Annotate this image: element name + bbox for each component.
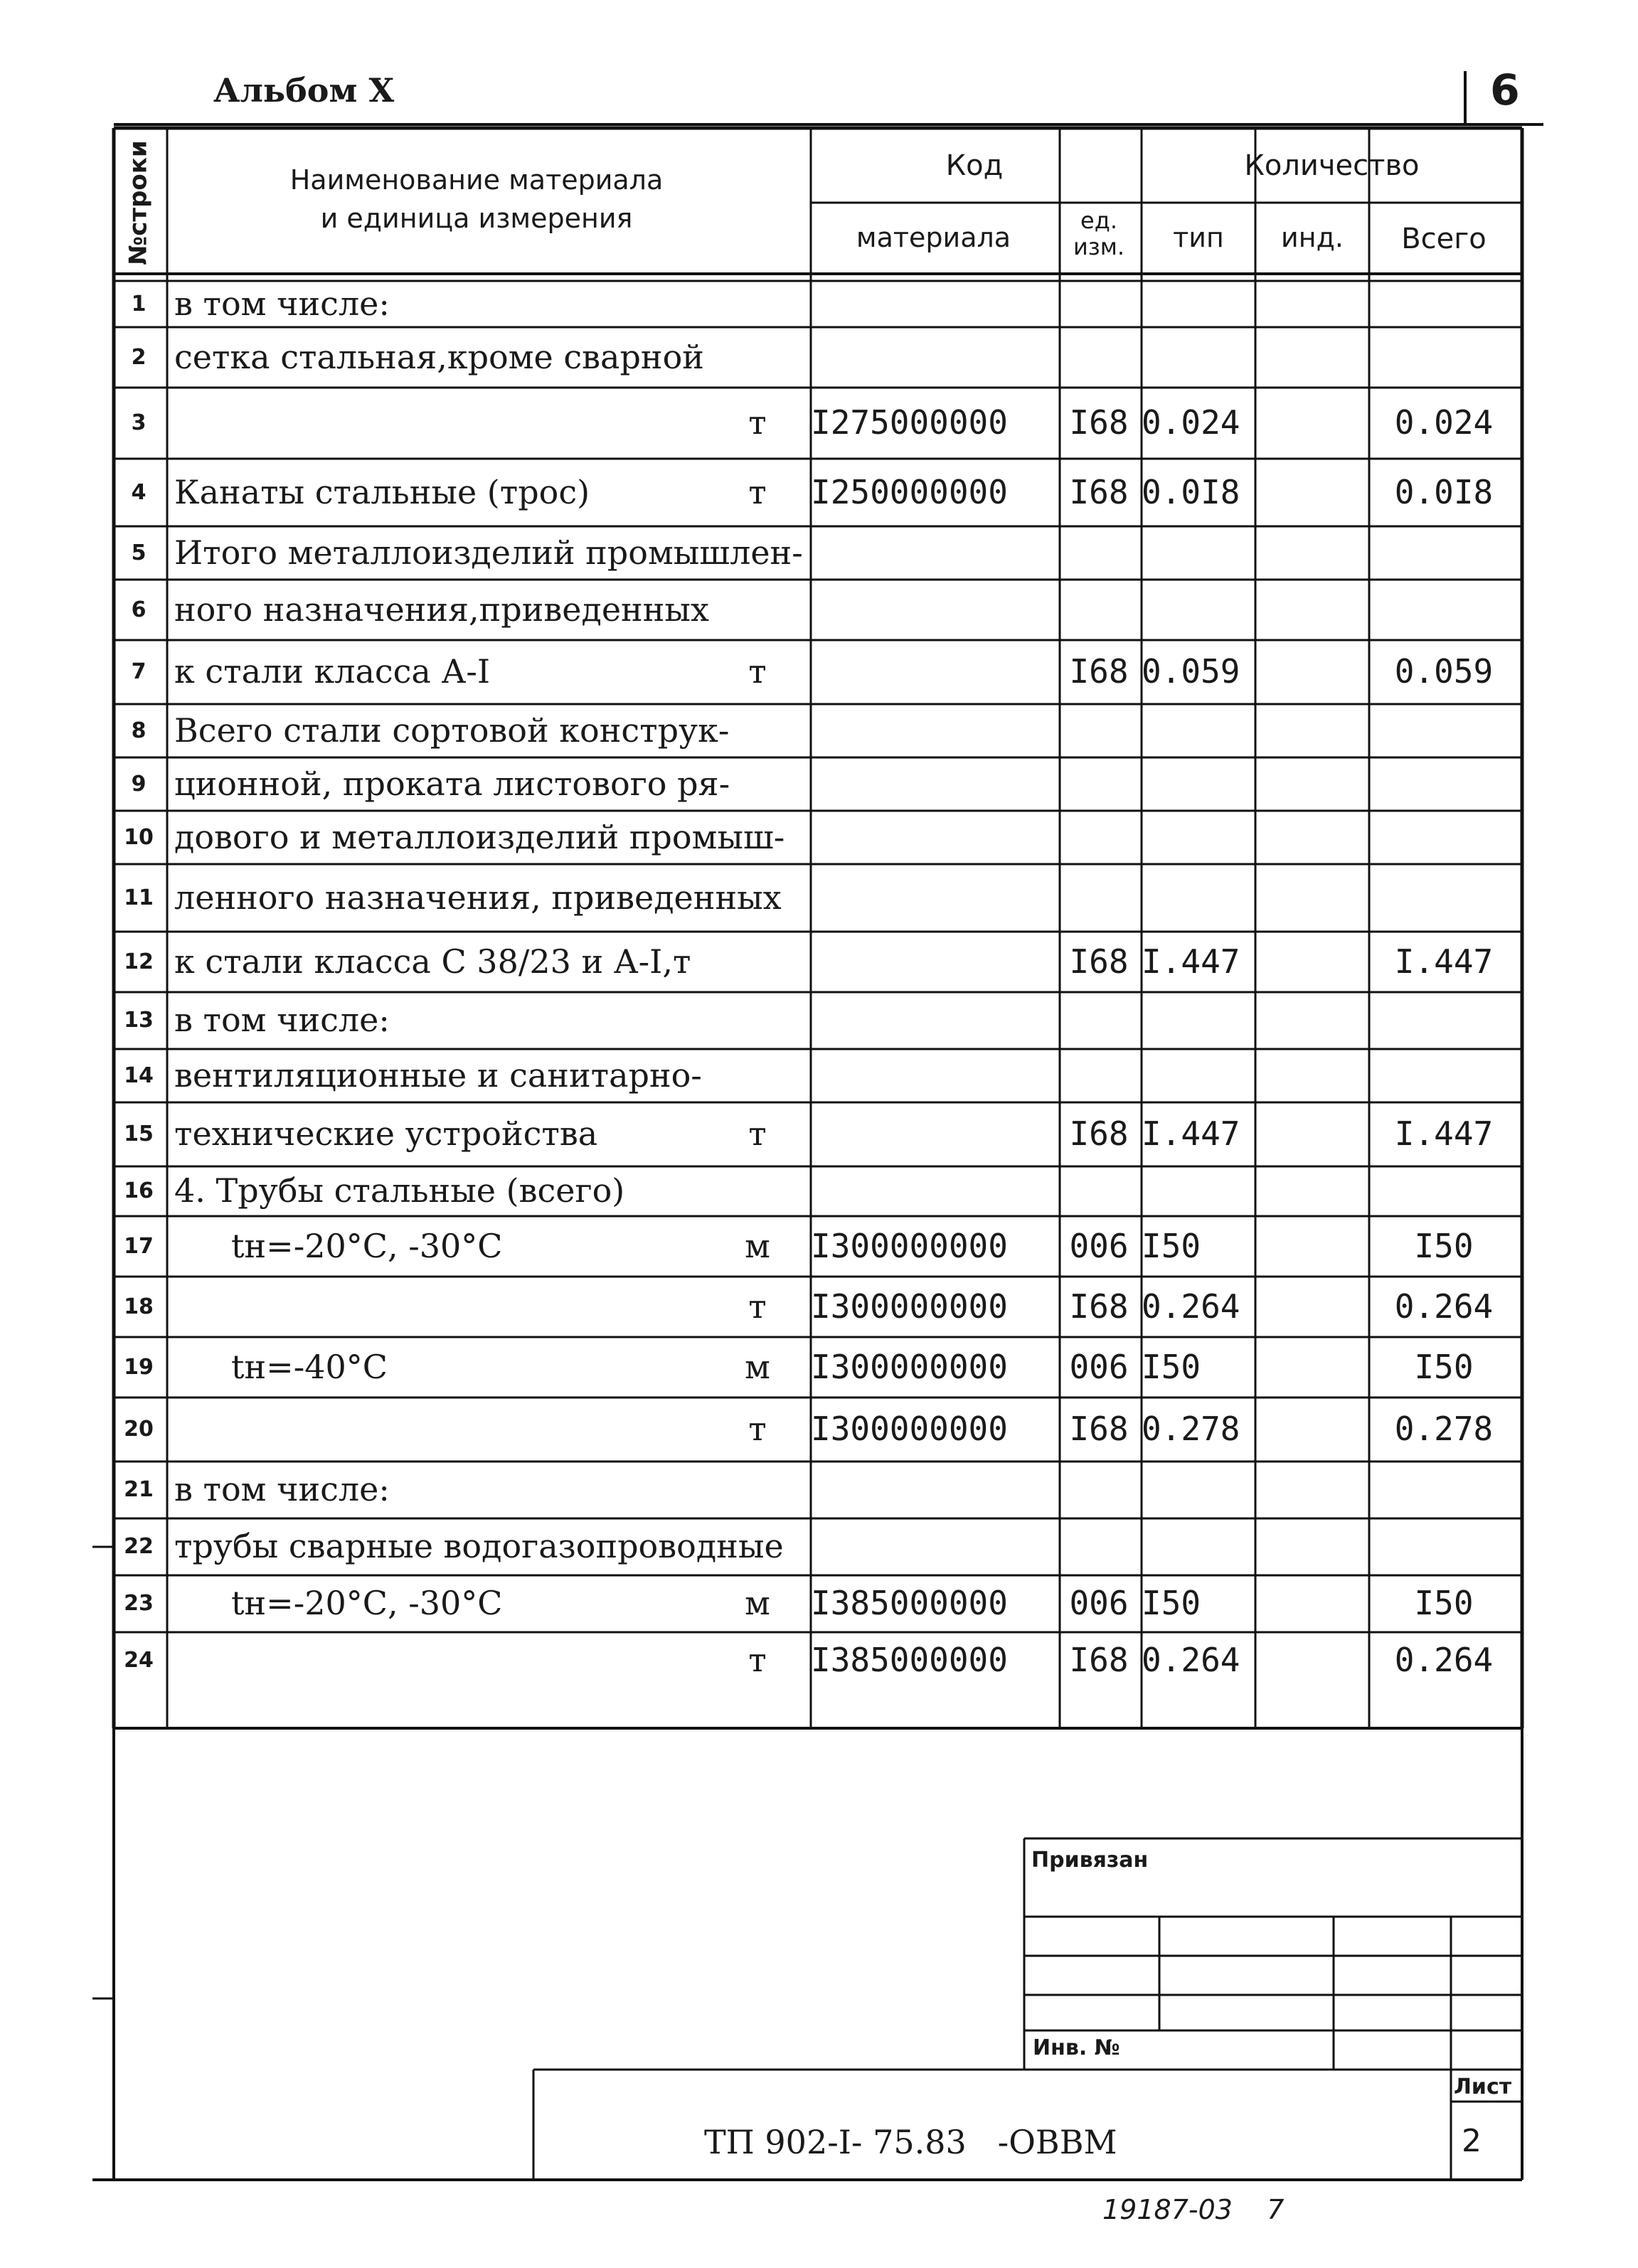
cell-u: м [745, 1347, 770, 1386]
cell-name: Итого металлоизделий промышлен- [174, 533, 803, 572]
stamp-sheet-number: 2 [1462, 2123, 1482, 2159]
cell-name: tн=-20°С, -30°С [231, 1226, 503, 1265]
header-quantity: Количество [1244, 149, 1420, 182]
cell-unit: 006 [1069, 1226, 1129, 1265]
cell-total: I50 [1414, 1226, 1474, 1265]
cell-u: т [748, 652, 767, 691]
cell-code: I300000000 [811, 1226, 1008, 1265]
cell-name: tн=-20°С, -30°С [231, 1584, 503, 1622]
cell-name: 4. Трубы стальные (всего) [174, 1171, 625, 1210]
cell-code: I250000000 [811, 472, 1008, 511]
cell-n: 5 [131, 540, 147, 565]
cell-name: к стали класса С 38/23 и А-I,т [174, 942, 691, 981]
cell-n: 21 [124, 1477, 154, 1502]
cell-type: 0.264 [1142, 1641, 1240, 1679]
cell-total: I50 [1414, 1584, 1474, 1622]
cell-code: I275000000 [811, 403, 1008, 442]
cell-total: 0.264 [1394, 1287, 1494, 1326]
cell-n: 3 [131, 410, 147, 435]
cell-name: технические устройства [174, 1114, 598, 1153]
header-name-line1: Наименование материала [289, 164, 664, 196]
cell-unit: I68 [1069, 1641, 1129, 1679]
cell-n: 11 [124, 885, 154, 910]
cell-total: I50 [1414, 1347, 1474, 1386]
cell-n: 8 [131, 718, 147, 743]
cell-n: 14 [124, 1063, 154, 1088]
cell-type: 0.278 [1142, 1410, 1240, 1448]
cell-code: I385000000 [811, 1584, 1008, 1622]
cell-n: 9 [131, 771, 147, 797]
cell-type: 0.024 [1142, 403, 1240, 442]
cell-total: 0.059 [1394, 652, 1494, 691]
cell-name: Всего стали сортовой конструк- [174, 710, 730, 750]
cell-unit: I68 [1069, 472, 1129, 511]
cell-total: 0.0I8 [1394, 472, 1494, 511]
cell-unit: 006 [1069, 1347, 1129, 1386]
cell-name: Канаты стальные (трос) [174, 472, 590, 511]
header-total: Всего [1401, 223, 1487, 255]
stamp-doc-code: ТП 902-I- 75.83 -ОВВМ [704, 2123, 1117, 2161]
album-title: Альбом X [213, 71, 395, 110]
cell-unit: I68 [1069, 1114, 1129, 1153]
cell-code: I385000000 [811, 1641, 1008, 1679]
cell-code: I300000000 [811, 1287, 1008, 1326]
stamp-sheet-label: Лист [1454, 2075, 1512, 2099]
cell-name: ного назначения,приведенных [174, 590, 709, 629]
cell-name: ционной, проката листового ря- [174, 764, 730, 803]
cell-n: 17 [124, 1233, 154, 1259]
cell-n: 16 [124, 1178, 154, 1203]
cell-unit: I68 [1069, 403, 1129, 442]
cell-name: в том числе: [174, 284, 390, 323]
header-type: тип [1173, 222, 1224, 253]
header-row-number-label: №строки [124, 140, 153, 265]
cell-n: 23 [124, 1591, 154, 1616]
cell-code: I300000000 [811, 1347, 1008, 1386]
cell-type: I.447 [1142, 942, 1240, 981]
cell-n: 7 [131, 659, 147, 684]
header-material: материала [856, 222, 1011, 253]
cell-total: I.447 [1394, 942, 1494, 981]
cell-n: 19 [124, 1354, 154, 1380]
cell-unit: I68 [1069, 652, 1129, 691]
cell-name: трубы сварные водогазопроводные [174, 1527, 784, 1565]
cell-total: 0.024 [1394, 403, 1494, 442]
cell-name: tн=-40°С [231, 1347, 388, 1386]
cell-u: т [748, 1410, 767, 1448]
cell-n: 2 [131, 344, 147, 370]
cell-unit: I68 [1069, 1287, 1129, 1326]
cell-n: 24 [124, 1648, 154, 1673]
stamp-bound-label: Привязан [1031, 1848, 1149, 1873]
cell-name: ленного назначения, приведенных [174, 878, 782, 917]
cell-type: I.447 [1142, 1114, 1240, 1153]
cell-total: I.447 [1394, 1114, 1494, 1153]
cell-code: I300000000 [811, 1410, 1008, 1448]
cell-u: т [748, 403, 767, 442]
cell-total: 0.278 [1394, 1410, 1494, 1448]
cell-n: 22 [124, 1534, 154, 1559]
cell-n: 10 [124, 824, 154, 850]
header-ind: инд. [1281, 222, 1344, 253]
cell-n: 15 [124, 1122, 154, 1146]
cell-name: в том числе: [174, 1001, 390, 1039]
cell-total: 0.264 [1394, 1641, 1494, 1679]
cell-u: т [748, 1287, 767, 1326]
cell-type: I50 [1142, 1226, 1201, 1265]
cell-n: 18 [124, 1294, 154, 1319]
cell-name: к стали класса А-I [174, 652, 491, 691]
cell-n: 1 [131, 291, 147, 316]
cell-unit: I68 [1069, 942, 1129, 981]
cell-type: I50 [1142, 1584, 1201, 1622]
cell-u: м [745, 1584, 770, 1622]
header-unit: ед. изм. [1073, 207, 1125, 260]
cell-u: т [748, 472, 767, 511]
cell-unit: I68 [1069, 1410, 1129, 1448]
header-code: Код [945, 149, 1004, 182]
cell-u: т [748, 1114, 767, 1153]
cell-type: 0.264 [1142, 1287, 1240, 1326]
cell-name: вентиляционные и санитарно- [174, 1055, 702, 1095]
cell-n: 6 [131, 597, 147, 622]
header-row-number [114, 132, 164, 274]
cell-u: м [745, 1226, 770, 1265]
cell-name: дового и металлоизделий промыш- [174, 817, 785, 856]
cell-unit: 006 [1069, 1584, 1129, 1622]
stamp-inv-label: Инв. № [1033, 2035, 1120, 2060]
cell-type: I50 [1142, 1347, 1201, 1386]
header-name-line2: и единица измерения [320, 202, 633, 234]
cell-type: 0.059 [1142, 652, 1240, 691]
cell-u: т [748, 1641, 767, 1679]
cell-n: 20 [124, 1417, 154, 1442]
cell-n: 13 [124, 1008, 154, 1033]
page-number: 6 [1490, 65, 1520, 115]
cell-n: 4 [131, 479, 147, 505]
cell-type: 0.0I8 [1142, 472, 1240, 511]
header-name [199, 165, 754, 234]
cell-n: 12 [124, 949, 154, 974]
cell-name: в том числе: [174, 1470, 390, 1508]
cell-name: сетка стальная,кроме сварной [174, 337, 704, 376]
footer-note: 19187-03 7 [1102, 2194, 1285, 2225]
